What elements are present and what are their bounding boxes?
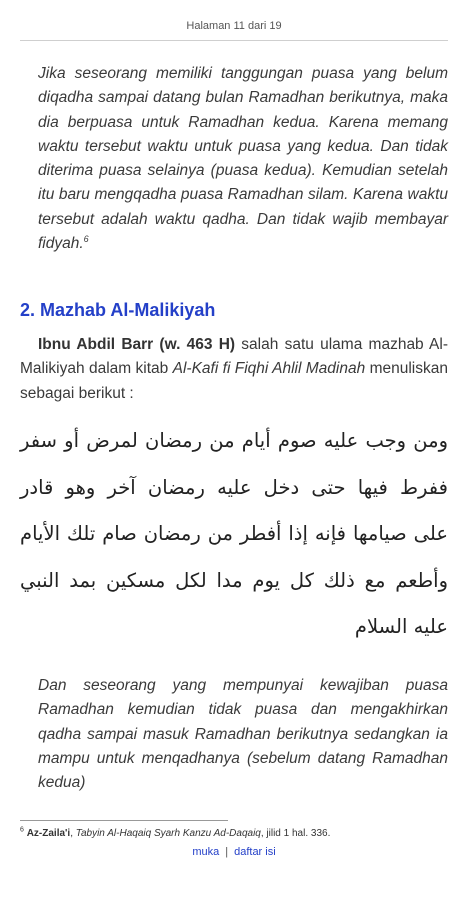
table-of-contents-link[interactable]: daftar isi (234, 846, 276, 858)
book-title: Al-Kafi fi Fiqhi Ahlil Madinah (172, 360, 366, 378)
section-heading: 2. Mazhab Al-Malikiyah (20, 300, 216, 320)
paragraph-citation-intro (20, 333, 448, 406)
arabic-line-4: وأطعم مع ذلك كل يوم مدا لكل مسكين بمد النبي (20, 568, 448, 592)
paragraph-text: Jika seseorang memiliki tanggungan puasa yang belum diqadha sampai datang bulan Ramadhan berikutnya, maka dia berpuasa untuk Ramadhan kedua. Karena memang waktu tersebut waktu untuk puasa yang kedua. Dan tidak diterima puasa selainya (puasa kedua). Kemudian setelah itu baru mengqadha puasa Ramadhan silam. Karena waktu tersebut adalah waktu qadha. Dan tidak wajib membayar fidyah. (38, 65, 448, 253)
footnote-reference[interactable]: 6 (83, 233, 89, 244)
paragraph-text: menuliskan sebagai berikut : (20, 360, 448, 402)
paragraph-translation: Dan seseorang yang mempunyai kewajiban puasa Ramadhan kemudian tidak puasa dan mengakhirkan qadha sampai masuk Ramadhan berikutnya sedangkan ia mampu untuk menqadhanya (sebelum datang Ramadhan kedua) (38, 677, 448, 792)
arabic-line-5: عليه السلام (354, 615, 448, 638)
paragraph-fiqh-explanation (38, 62, 448, 256)
arabic-line-3: على صيامها فإنه إذا أفطر من رمضان صام تلك الأيام (20, 522, 448, 545)
arabic-line-2: ففرط فيها حتى دخل عليه رمضان آخر وهو قادر (20, 475, 448, 499)
paragraph-text: salah satu ulama mazhab Al-Malikiyah dalam kitab (20, 336, 448, 378)
author-name: Ibnu Abdil Barr (w. 463 H) (38, 336, 236, 353)
arabic-quotation (20, 418, 448, 651)
footnote: $^6$ Az-Zaila'i, Tabyin Al-Haqaiq Syarh Kanzu Ad-Daqaiq, jilid 1 hal. 336. (20, 826, 331, 839)
header-divider (20, 40, 448, 41)
page-number-header: Halaman 11 dari 19 (186, 20, 282, 32)
arabic-line-1: ومن وجب عليه صوم أيام من رمضان لمرض أو سفر (20, 429, 448, 452)
nav-separator: | (225, 846, 229, 858)
footnote-detail: , jilid 1 hal. 336. (260, 828, 331, 839)
bottom-navigation (0, 846, 468, 858)
footnote-number: 6 (20, 826, 24, 834)
home-link[interactable]: muka (192, 846, 220, 858)
footnote-divider (20, 820, 228, 821)
footnote-title: Tabyin Al-Haqaiq Syarh Kanzu Ad-Daqaiq (75, 828, 261, 839)
footnote-author: Az-Zaila'i (26, 828, 71, 839)
